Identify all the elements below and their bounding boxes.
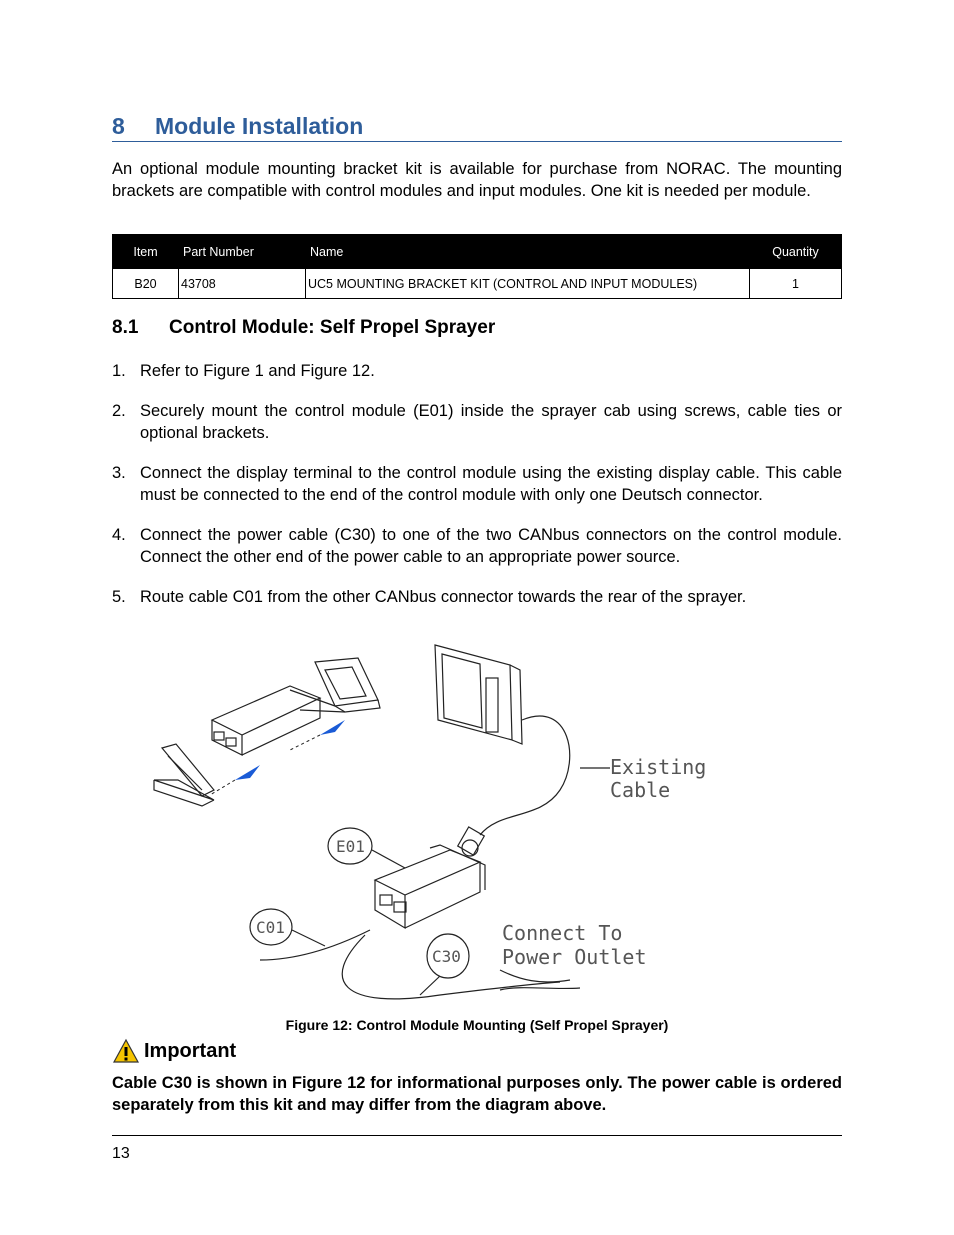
table-row <box>113 269 842 299</box>
subsection-number: 8.1 <box>112 317 139 338</box>
step-number: 3. <box>112 464 126 482</box>
label-power-outlet: Power Outlet <box>502 945 647 969</box>
cell-item: B20 <box>113 269 179 299</box>
header-quantity: Quantity <box>750 235 842 269</box>
step-number: 2. <box>112 402 126 420</box>
control-module-e01 <box>375 845 485 928</box>
list-item <box>112 400 842 444</box>
section-heading <box>112 112 842 142</box>
display-terminal <box>435 645 522 744</box>
cell-name: UC5 MOUNTING BRACKET KIT (CONTROL AND INPUT MODULES) <box>306 269 750 299</box>
bracket-left <box>154 744 214 806</box>
table-header-row <box>113 235 842 269</box>
page-number: 13 <box>112 1145 130 1162</box>
label-c30: C30 <box>432 947 461 966</box>
important-label: Important <box>144 1039 237 1062</box>
header-name: Name <box>306 235 750 269</box>
list-item <box>112 586 842 608</box>
header-item: Item <box>113 235 179 269</box>
parts-table <box>112 234 842 299</box>
bracket-right <box>290 658 380 712</box>
list-item <box>112 360 842 382</box>
subsection-title: Control Module: Self Propel Sprayer <box>169 317 496 338</box>
figure-caption: Figure 12: Control Module Mounting (Self Propel Sprayer) <box>285 1017 669 1033</box>
cell-part-number: 43708 <box>179 269 306 299</box>
step-text: Refer to Figure 1 and Figure 12. <box>140 362 375 380</box>
list-item <box>112 462 842 506</box>
steps-list <box>112 360 842 626</box>
module-mounting-diagram <box>140 640 740 1010</box>
header-part-number: Part Number <box>179 235 306 269</box>
existing-cable <box>480 716 570 835</box>
label-c01: C01 <box>256 918 285 937</box>
warning-icon <box>112 1038 140 1064</box>
module-small <box>212 686 320 755</box>
subsection-heading <box>112 315 495 341</box>
label-existing: Existing <box>610 755 707 779</box>
cell-quantity: 1 <box>750 269 842 299</box>
step-text: Connect the display terminal to the control module using the existing display cable. This cable must be connected to the end of the control module with only one Deutsch connector. <box>140 464 842 504</box>
step-number: 4. <box>112 526 126 544</box>
important-callout <box>112 1038 236 1064</box>
step-text: Connect the power cable (C30) to one of the two CANbus connectors on the control module. Connect the other end of the power cable to an appropriate power source. <box>140 526 842 566</box>
section-title: Module Installation <box>155 113 364 139</box>
important-text: Cable C30 is shown in Figure 12 for informational purposes only. The power cable is ordered separately from this kit and may differ from the diagram above. <box>112 1074 842 1114</box>
list-item <box>112 524 842 568</box>
label-e01: E01 <box>336 837 365 856</box>
footer-divider <box>112 1135 842 1136</box>
cable-connector <box>458 827 485 856</box>
label-connect-to: Connect To <box>502 921 623 945</box>
label-cable: Cable <box>610 778 671 802</box>
section-number: 8 <box>112 113 125 139</box>
intro-paragraph: An optional module mounting bracket kit is available for purchase from NORAC. The mounting brackets are compatible with control modules and input modules. One kit is needed per module. <box>112 160 842 200</box>
step-text: Route cable C01 from the other CANbus connector towards the rear of the sprayer. <box>140 588 747 606</box>
step-number: 5. <box>112 588 126 606</box>
step-text: Securely mount the control module (E01) inside the sprayer cab using screws, cable ties or optional brackets. <box>140 402 842 442</box>
step-number: 1. <box>112 362 126 380</box>
